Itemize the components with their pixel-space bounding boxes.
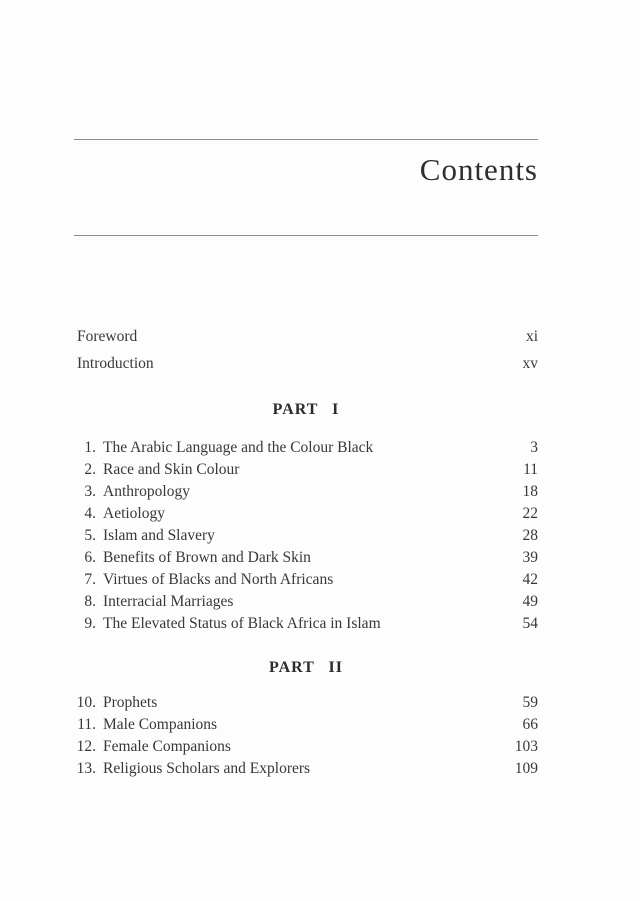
toc-entry-title: Benefits of Brown and Dark Skin [103, 549, 311, 566]
toc-entry-number: 5. [84, 527, 96, 544]
front-matter-row [74, 350, 538, 377]
toc-entry [74, 613, 538, 635]
toc-entry-page: 109 [514, 760, 538, 777]
toc-entry-page: 11 [523, 461, 538, 478]
toc-entry-number: 8. [84, 593, 96, 610]
toc-entry-page: 18 [522, 483, 538, 500]
front-matter-list [74, 323, 538, 377]
toc-entry-number: 2. [84, 461, 96, 478]
title-top-rule [74, 139, 538, 140]
toc-entry-title: Race and Skin Colour [103, 461, 240, 478]
part1-heading: PART I [272, 401, 340, 418]
toc-entry-page: 59 [522, 694, 538, 711]
toc-entry-number: 11. [77, 716, 96, 733]
front-matter-title: Foreword [77, 328, 138, 345]
title-bottom-rule [74, 235, 538, 236]
toc-entry [74, 758, 538, 780]
part2-heading: PART II [269, 659, 343, 676]
toc-entry [74, 547, 538, 569]
toc-entry-page: 3 [530, 439, 538, 456]
toc-entry [74, 481, 538, 503]
toc-entry-page: 39 [522, 549, 538, 566]
part1-entry-list [74, 437, 538, 635]
toc-entry-page: 28 [522, 527, 538, 544]
toc-entry-title: Female Companions [103, 738, 231, 755]
toc-entry-number: 10. [76, 694, 96, 711]
toc-entry [74, 714, 538, 736]
toc-entry-title: Male Companions [103, 716, 218, 733]
toc-entry-title: The Arabic Language and the Colour Black [103, 439, 374, 456]
front-matter-page: xv [522, 355, 538, 372]
toc-entry [74, 503, 538, 525]
toc-entry-number: 1. [84, 439, 96, 456]
page-title: Contents [419, 152, 538, 187]
toc-entry [74, 736, 538, 758]
front-matter-row [74, 323, 538, 350]
toc-entry-number: 9. [84, 615, 96, 632]
toc-entry-title: The Elevated Status of Black Africa in Islam [103, 615, 381, 632]
toc-entry [74, 591, 538, 613]
toc-entry-title: Aetiology [103, 505, 165, 522]
toc-entry-number: 4. [84, 505, 96, 522]
front-matter-title: Introduction [77, 355, 154, 372]
toc-entry [74, 459, 538, 481]
toc-entry-title: Prophets [103, 694, 158, 711]
toc-entry [74, 525, 538, 547]
toc-entry-page: 49 [522, 593, 538, 610]
part2-entry-list [74, 692, 538, 780]
toc-entry-page: 66 [522, 716, 538, 733]
toc-entry-page: 103 [514, 738, 538, 755]
toc-entry-title: Virtues of Blacks and North Africans [103, 571, 334, 588]
toc-entry-title: Anthropology [103, 483, 190, 500]
toc-entry-number: 13. [76, 760, 96, 777]
toc-entry-number: 12. [76, 738, 96, 755]
toc-entry-number: 6. [84, 549, 96, 566]
toc-entry-page: 22 [522, 505, 538, 522]
toc-entry-title: Religious Scholars and Explorers [103, 760, 311, 777]
toc-entry-number: 7. [84, 571, 96, 588]
front-matter-page: xi [525, 328, 538, 345]
toc-entry-title: Islam and Slavery [103, 527, 215, 544]
toc-entry [74, 569, 538, 591]
toc-entry-title: Interracial Marriages [103, 593, 234, 610]
toc-entry [74, 692, 538, 714]
toc-entry [74, 437, 538, 459]
toc-entry-number: 3. [84, 483, 96, 500]
toc-entry-page: 54 [522, 615, 538, 632]
toc-entry-page: 42 [522, 571, 538, 588]
